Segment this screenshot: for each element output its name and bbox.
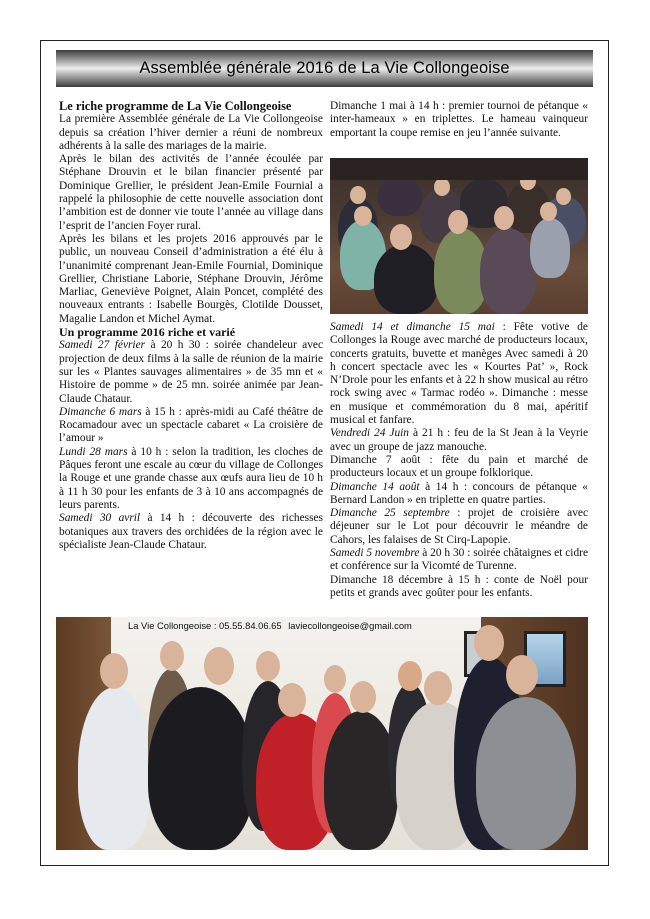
paragraph-intro: La première Assemblée générale de La Vie Collongeoise depuis sa création l’hiver dernier a réuni de nombreux adhérents à la salle des mariages de la mairie. [59, 113, 323, 152]
paragraph-bilan: Après le bilan des activités de l’année écoulée par Stéphane Drouvin et le bilan financier présenté par Dominique Grellier, le président Jean-Emile Fournial a rappelé la philosophie de cette nouvelle association dont l’ambition est de donner vie toute l’année au village dans l’esprit de l’ancien Foyer rural. [59, 153, 323, 232]
phone-number: 05.55.84.06.65 [219, 620, 282, 631]
event-item: Samedi 14 et dimanche 15 mai : Fête votive de Collonges la Rouge avec marché de producteurs locaux, concerts gratuits, buvette et manèges Avec samedi à 20 h concert spectacle avec les « Kourtes Pat’ », Rock N’Drole pour les enfants et à 22 h show musical au rétro rock swing avec « Tarmac rodéo ». Dimanche : messe en musique et commémoration du 8 mai, apéritif musical et fanfare. [330, 321, 588, 427]
audience-photo [330, 158, 588, 314]
event-item: Samedi 27 février à 20 h 30 : soirée chandeleur avec projection de deux films à la salle de réunion de la mairie sur les « Plantes sauvages alimentaires » de 35 mn et « Histoire de pomme » de 25 mn. soirée animée par Jean-Claude Chataur. [59, 339, 324, 405]
event-item: Lundi 28 mars à 10 h : selon la tradition, les cloches de Pâques feront une escale au cœur du village de Collonges la Rouge et une grande chasse aux œufs aura lieu de 10 h à 11 h 30 pour les enfants de 3 à 10 ans accompagnés de leurs parents. [59, 445, 323, 511]
program-heading: Un programme 2016 riche et varié [59, 325, 236, 340]
event-item: Dimanche 14 août à 14 h : concours de pétanque « Bernard Landon » en triplette en quatre parties. [330, 480, 589, 506]
event-item: Samedi 5 novembre à 20 h 30 : soirée châtaignes et cidre et conférence sur la Vicomté de Turenne. [330, 547, 589, 573]
email-address: laviecollongeoise@gmail.com [288, 620, 412, 631]
contact-caption: La Vie Collongeoise : 05.55.84.06.65 laviecollongeoise@gmail.com [128, 620, 412, 631]
group-photo [56, 617, 588, 850]
event-item: Vendredi 24 Juin à 21 h : feu de la St Jean à la Veyrie avec un groupe de jazz manouche. [330, 427, 589, 453]
paragraph-conseil: Après les bilans et les projets 2016 approuvés par le public, un nouveau Conseil d’administration a été élu à l’unanimité comprenant Jean-Emile Fournial, Dominique Grellier, Christiane Laborie, Stéphane Drouvin, Jérôme Marliac, Geneviève Poignet, Alain Poncet, complété des nouveaux entrants : Isabelle Bourgès, Clotilde Dousset, Magalie Landon et Michel Aymat. [59, 232, 323, 325]
event-item: Dimanche 1 mai à 14 h : premier tournoi de pétanque « inter-hameaux » en triplettes. Le hameau vainqueur emportant la coupe remise en jeu l’année suivante. [330, 100, 588, 139]
event-item: Dimanche 7 août : fête du pain et marché de producteurs locaux et un groupe folklorique. [330, 453, 588, 480]
event-item: Samedi 30 avril à 14 h : découverte des richesses botaniques aux travers des orchidées de la région avec le spécialiste Jean-Claude Chataur. [59, 512, 323, 551]
page-title: Assemblée générale 2016 de La Vie Collongeoise [139, 59, 510, 77]
title-banner [56, 50, 593, 87]
section-heading: Le riche programme de La Vie Collongeoise [59, 99, 292, 113]
event-item: Dimanche 6 mars à 15 h : après-midi au Café théâtre de Rocamadour avec un spectacle cabaret « La croisière de l’amour » [59, 405, 323, 445]
left-column [59, 100, 323, 552]
right-column-bottom [330, 321, 588, 600]
event-item: Dimanche 25 septembre : projet de croisière avec déjeuner sur le Lot pour découvrir le méandre de Cahors, les falaises de St Cirq-Lapopie. [330, 507, 589, 546]
right-column-top [330, 100, 588, 140]
event-item: Dimanche 18 décembre à 15 h : conte de Noël pour petits et grands avec goûter pour les enfants. [330, 573, 588, 599]
